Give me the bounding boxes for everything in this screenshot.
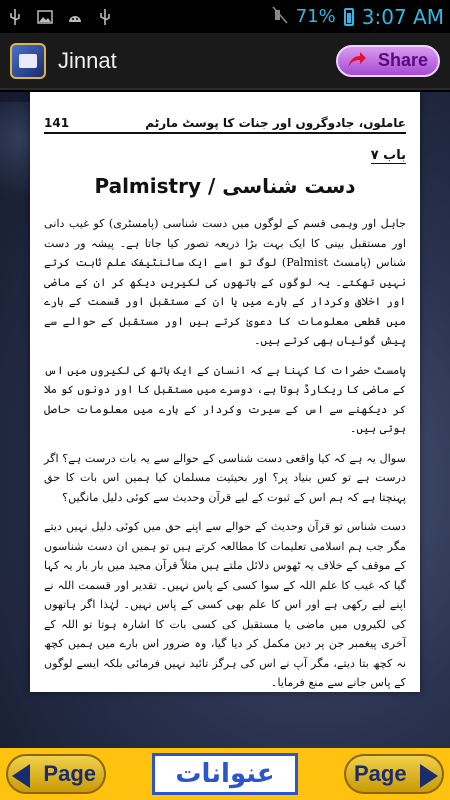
arrow-right-icon [420, 764, 438, 788]
battery-icon [344, 8, 354, 26]
share-arrow-icon [346, 52, 366, 70]
paragraph: جاہل اور وہمی قسم کے لوگوں میں دست شناسی (پامسٹری) کو غیب دانی اور مستقبل بینی کا ایک بہت بڑا ذریعہ تصور کیا جاتا ہے۔ پیشہ ور دست شناس (پامسٹ Palmist) لوگ تو اسے ایک سائنٹیفک علم ثابت کرتے نہیں تھکتے۔ یہ لوگوں کے ہاتھوں کی لکیریں دیکھ کر ان کے ماضی اور اخلاق وکردار کے بارے میں یا ان کے مستقبل اور قسمت کے بارے میں قطعی معلومات کا دعویٰ کرتے ہیں اور مستقبل کے حوالے سے پیش گوئیاں بھی کرتے ہیں۔ [44, 217, 406, 347]
header-title: عاملوں، جادوگروں اور جنات کا پوسٹ مارٹم [145, 116, 406, 130]
usb-icon [6, 8, 24, 26]
battery-percent: 71% [295, 6, 336, 27]
image-icon [36, 8, 54, 26]
notification-icons [6, 8, 114, 26]
arrow-left-icon [12, 764, 30, 788]
share-button[interactable] [336, 45, 440, 77]
reader-area[interactable] [0, 92, 450, 748]
paragraph: دست شناس تو قرآن وحدیث کے حوالے سے اپنے حق میں کوئی دلیل نہیں دیتے مگر جب ہم اسلامی تعلیمات کا مطالعہ کرتے ہیں تو ہمیں ان دست شناسوں کے موقف کے خلاف یہ ٹھوس دلائل ملتے ہیں مثلاً قرآن مجید میں بار بار یہ کہا گیا کہ غیب کا علم اللہ کے سوا کسی کے پاس نہیں۔ تقدیر اور قسمت اللہ نے اپنے لیے رکھی ہے اور اس کا علم بھی کسی کے پاس نہیں۔ لہٰذا اگر ہاتھوں کی لکیروں میں ماضی یا مستقبل کی کسی بات کا اشارہ ہوتا تو اللہ کے آخری پیغمبر جن پر دین مکمل کر دیا گیا، وہ ضرور اس بارے میں ہمیں کچھ نہ کچھ بتا دیتے، مگر آپ نے اس کی ہرگز تائید نہیں فرمائی بلکہ ایسے لوگوں کے پاس جانے سے منع فرمایا۔ [44, 520, 406, 689]
book-page[interactable] [30, 92, 420, 692]
previous-page-label: Page [43, 761, 96, 786]
previous-page-button[interactable] [6, 754, 106, 794]
page-number: 141 [44, 116, 70, 130]
action-bar [0, 33, 450, 90]
system-status [272, 5, 444, 29]
page-header [44, 116, 406, 134]
mute-icon [272, 6, 288, 28]
paragraph: پامسٹ حضرات کا کہنا ہے کہ انسان کے ایک ہاتھ کی لکیروں میں اس کے ماضی کا ریکارڈ ہوتا ہے، دوسرے میں مستقبل کا اور دونوں کو ملا کر دیکھنے سے اس کے سیرت وکردار کے بارے میں معلومات حاصل ہوتی ہیں۔ [44, 363, 406, 435]
index-button[interactable]: عنوانات [152, 753, 298, 795]
bottom-navigation [0, 748, 450, 800]
android-icon [66, 8, 84, 26]
app-title: Jinnat [58, 47, 117, 73]
clock: 3:07 AM [361, 4, 444, 29]
paragraph: سوال یہ ہے کہ کیا واقعی دست شناسی کے حوالے سے یہ بات درست ہے؟ اگر درست ہے تو کس بنیاد پر؟ اور بحیثیت مسلمان کیا ہمیں اس بات کا حق پہنچتا ہے کہ ہم اس کے ثبوت کے لیے قرآن وحدیث سے کوئی دلیل مانگیں؟ [44, 451, 406, 504]
share-label: Share [377, 50, 428, 70]
app-logo-icon[interactable] [10, 43, 46, 79]
status-bar [0, 0, 450, 33]
usb-icon [96, 8, 114, 26]
next-page-button[interactable] [344, 754, 444, 794]
next-page-label: Page [354, 761, 407, 786]
chapter-label: باب ۷ [370, 148, 406, 163]
chapter-title: دست شناسی / Palmistry [94, 174, 356, 198]
